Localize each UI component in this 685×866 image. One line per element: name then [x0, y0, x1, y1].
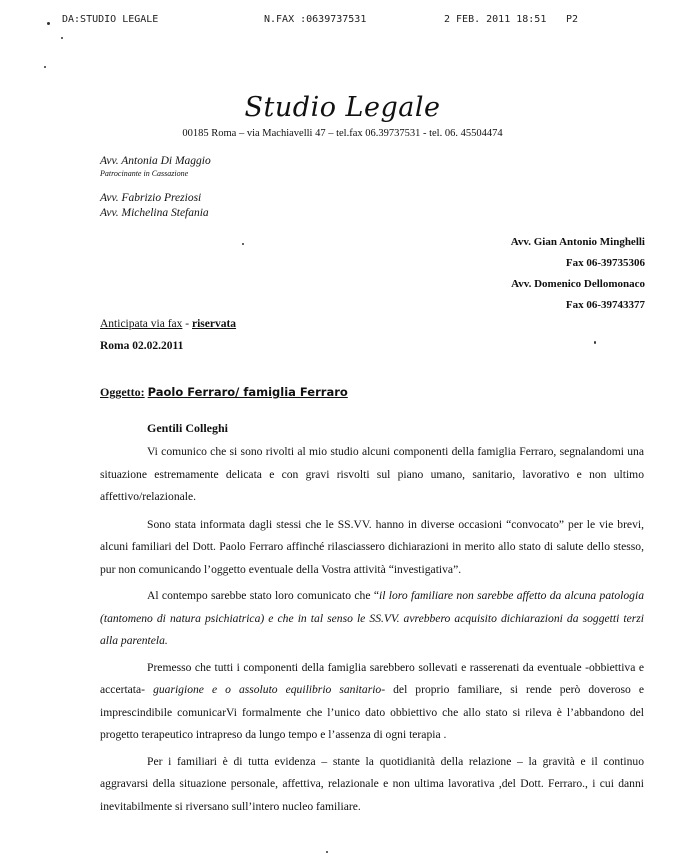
scan-speck [594, 341, 596, 344]
lawyer-name: Avv. Fabrizio Preziosi [100, 192, 202, 204]
body-paragraph: Sono stata informata dagli stessi che le SS.VV. hanno in diverse occasioni “convocato” per le vie brevi, alcuni familiari del Dott. Paolo Ferraro affinché rilasciassero dichiarazioni in merito allo stato di salute dello stesso, pur non comunicando l’oggetto eventuale della Vostra attività “investigativa”. [100, 517, 644, 576]
scan-speck [242, 243, 244, 245]
subject-label: Oggetto: [100, 385, 145, 399]
scan-speck [47, 22, 50, 25]
body-paragraph [100, 657, 644, 747]
recipients-block [511, 232, 645, 316]
paragraph-text: del proprio familiare, si rende però doveroso e imprescindibile comunicarVi formalmente che l’unico dato obbiettivo che allo stato si rileva è l’abbandono del progetto terapeutico intrapreso da lungo tempo e l’assenza di ogni terapia . [100, 683, 645, 741]
delivery-separator: - [182, 318, 192, 330]
letter-body [100, 441, 644, 818]
recipient-name: Avv. Gian Antonio Minghelli [510, 236, 645, 248]
scan-speck [326, 851, 328, 853]
fax-date-time: 2 FEB. 2011 18:51 [444, 14, 547, 25]
fax-transmission-header [62, 14, 622, 28]
recipient-fax: Fax 06-39743377 [565, 299, 645, 311]
paragraph-text: Premesso che tutti i componenti della famiglia sarebbero sollevati e rasserenati da eventuale -obbiettiva e accertata- [100, 660, 644, 696]
body-paragraph: Per i familiari è di tutta evidenza – stante la quotidianità della relazione – la gravità e il continuo aggravarsi della situazione personale, affettiva, relazionale e non ultima lavorativa ,del Dott. Ferraro., i cui danni inevitabilmente si riversano sull’intero nucleo familiare. [100, 754, 644, 813]
lawyer-name: Avv. Antonia Di Maggio [100, 155, 211, 167]
recipient-name: Avv. Domenico Dellomonaco [511, 278, 645, 290]
emphasized-text: guarigione e o assoluto equilibrio sanitario- [153, 683, 386, 696]
scan-speck [61, 37, 63, 39]
letterhead-address: 00185 Roma – via Machiavelli 47 – tel.fax 06.39737531 - tel. 06. 45504474 [182, 128, 503, 139]
letterhead-title: Studio Legale [244, 92, 441, 123]
quoted-text: il loro familiare non sarebbe affetto da alcuna patologia (tantomeno di natura psichiatrica) e che in tal senso le SS.VV. avrebbero acquisito dichiarazioni da soggetti terzi alla parentela. [100, 589, 644, 647]
delivery-prefix: Anticipata via fax [100, 318, 183, 330]
body-paragraph: Vi comunico che si sono rivolti al mio studio alcuni componenti della famiglia Ferraro, segnalandomi una situazione estremamente delicata e con gravi risvolti sul piano umano, sanitario, lavorativo e non ultimo affettivo/relazionale. [100, 445, 644, 503]
delivery-flag: riservata [191, 318, 237, 330]
place-date: Roma 02.02.2011 [100, 340, 184, 352]
lawyer-name: Avv. Michelina Stefania [100, 207, 209, 219]
subject-line [100, 385, 348, 400]
scan-speck [44, 66, 46, 68]
paragraph-text: Al contempo sarebbe stato loro comunicato che “ [147, 589, 379, 602]
firm-lawyers-list [100, 154, 211, 221]
fax-number: N.FAX :0639737531 [264, 14, 367, 25]
fax-sender: DA:STUDIO LEGALE [62, 14, 159, 25]
body-paragraph [100, 585, 644, 653]
recipient-fax: Fax 06-39735306 [565, 257, 645, 269]
subject-value: Paolo Ferraro/ famiglia Ferraro [147, 385, 348, 399]
lawyer-note: Patrocinante in Cassazione [100, 169, 189, 178]
fax-page-number: P2 [566, 14, 579, 25]
delivery-note [100, 318, 236, 330]
letter-greeting: Gentili Colleghi [147, 421, 228, 435]
